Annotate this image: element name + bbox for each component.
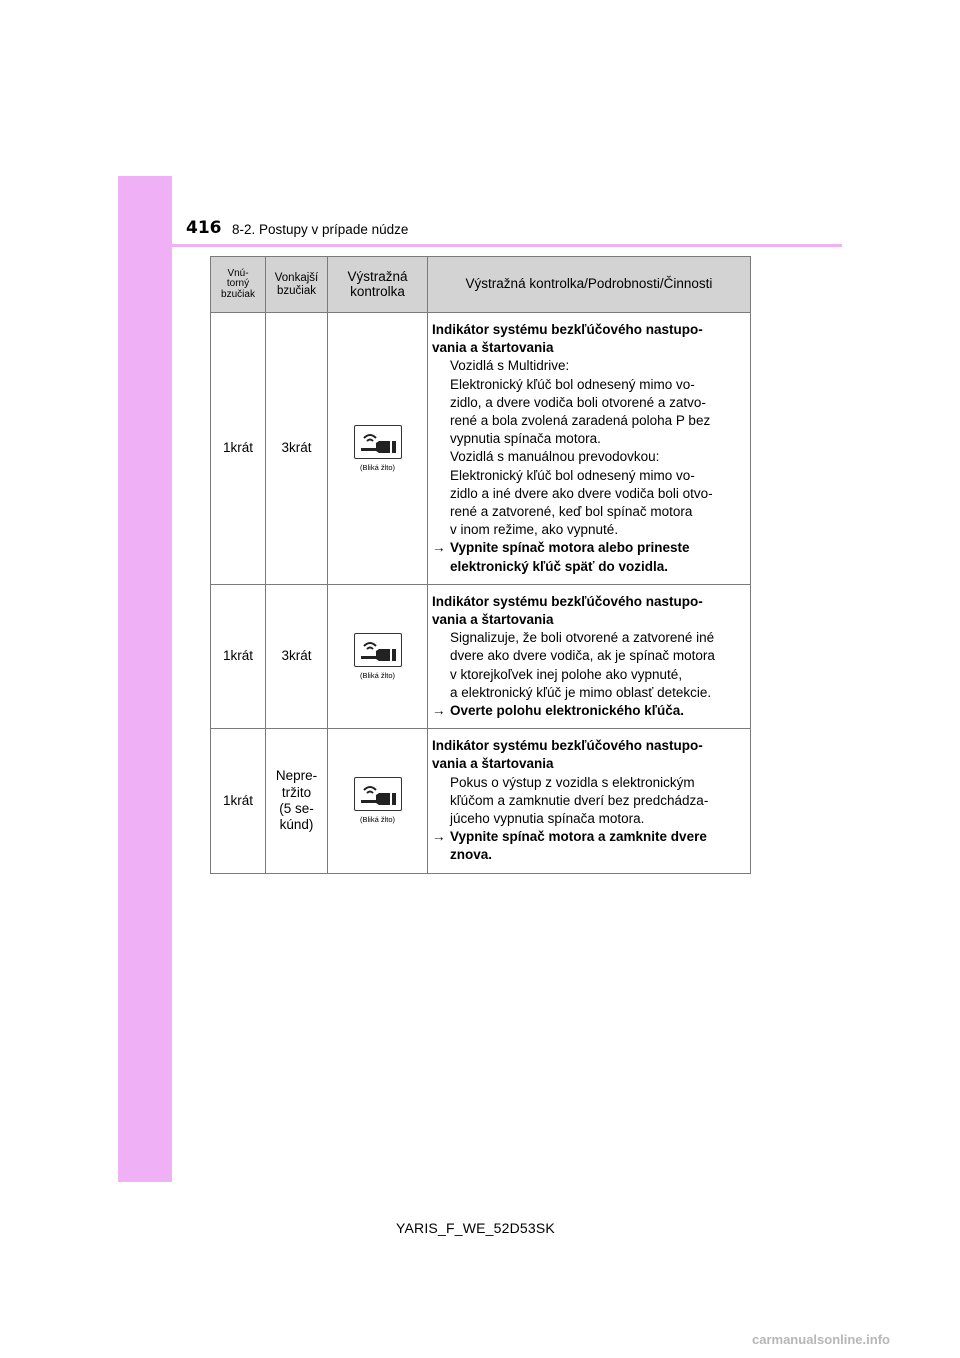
watermark: carmanualsonline.info <box>752 1332 890 1347</box>
details-text: Signalizuje, že boli otvorené a zatvorené iné dvere ako dvere vodiča, ak je spínač motora v ktorejkoľvek inej polohe ako vypnuté, a elektronický kľúč je mimo oblasť detekcie. <box>450 630 715 700</box>
details-text: Vozidlá s Multidrive: Elektronický kľúč bol odnesený mimo vo- zidlo, a dvere vodiča boli otvorené a zatvo- rené a bola zvolená zaradená poloha P bez vypnutia spínača motora. Vozidlá s manuálnou prevodovkou: Elektronický kľúč bol odnesený mimo vo- zidlo a iné dvere ako dvere vodiča boli otvo- rené a zatvorené, keď bol spínač motora v inom režime, ako vypnuté. <box>450 358 713 538</box>
warning-table <box>210 256 751 874</box>
page-number: 416 <box>186 218 222 238</box>
details-action: → Vypnite spínač motora a zamknite dvere znova. <box>432 828 747 864</box>
section-title: 8-2. Postupy v prípade núdze <box>232 222 409 237</box>
lamp-caption: (Bliká žlto) <box>359 462 395 472</box>
header-external-buzzer: Vonkajší bzučiak <box>266 257 328 313</box>
details-action: → Overte polohu elektronického kľúča. <box>432 702 747 720</box>
details-title: Indikátor systému bezkľúčového nastupo- vania a štartovania <box>432 593 703 628</box>
warning-light-cell <box>328 729 428 873</box>
internal-buzzer-cell: 1krát <box>211 729 266 873</box>
internal-buzzer-cell: 1krát <box>211 313 266 585</box>
details-title: Indikátor systému bezkľúčového nastupo- vania a štartovania <box>432 322 703 356</box>
arrow-right-icon: → <box>432 703 446 719</box>
header-internal-buzzer: Vnú- torný bzučiak <box>211 257 266 313</box>
header-warning-light: Výstražná kontrolka <box>328 257 428 313</box>
details-cell <box>428 584 751 728</box>
document-code: YARIS_F_WE_52D53SK <box>396 1220 555 1236</box>
details-title: Indikátor systému bezkľúčového nastupo- vania a štartovania <box>432 738 703 772</box>
header-details: Výstražná kontrolka/Podrobnosti/Činnosti <box>428 257 751 313</box>
external-buzzer-cell: 3krát <box>266 313 328 585</box>
lamp-caption: (Bliká žlto) <box>359 815 395 825</box>
details-text: Pokus o výstup z vozidla s elektronickým kľúčom a zamknutie dverí bez predchádza- júceho vypnutia spínača motora. <box>450 774 709 827</box>
table-row <box>211 313 751 585</box>
external-buzzer-cell: Nepre- tržito (5 se- kúnd) <box>266 729 328 873</box>
details-cell <box>428 729 751 873</box>
external-buzzer-cell: 3krát <box>266 584 328 728</box>
arrow-right-icon: → <box>432 829 446 845</box>
smart-key-system-indicator-icon <box>354 425 402 459</box>
warning-light-cell <box>328 584 428 728</box>
smart-key-system-indicator-icon <box>354 777 402 811</box>
warning-light-cell <box>328 313 428 585</box>
table-header-row <box>211 257 751 313</box>
header-rule <box>118 244 842 247</box>
lamp-caption: (Bliká žlto) <box>359 670 395 680</box>
arrow-right-icon: → <box>432 540 446 556</box>
table-row <box>211 584 751 728</box>
side-color-strip <box>118 176 172 1182</box>
smart-key-system-indicator-icon <box>354 633 402 667</box>
table-row <box>211 729 751 873</box>
internal-buzzer-cell: 1krát <box>211 584 266 728</box>
details-cell <box>428 313 751 585</box>
details-action: → Vypnite spínač motora alebo prineste elektronický kľúč späť do vozidla. <box>432 539 747 575</box>
